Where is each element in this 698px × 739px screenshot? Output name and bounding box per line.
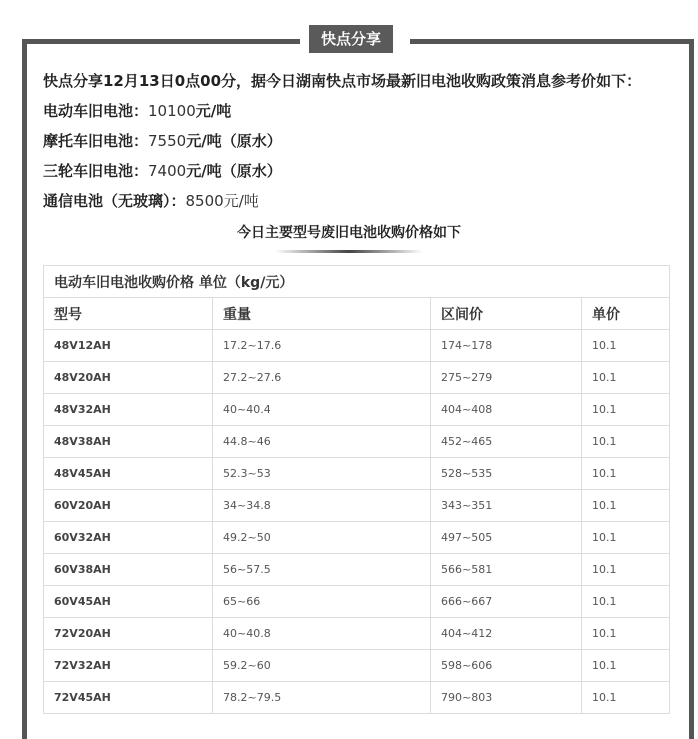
cell-model: 72V20AH [44, 618, 213, 650]
cell-price-range: 404~412 [431, 618, 582, 650]
cell-unit-price: 10.1 [582, 586, 670, 618]
price-label: 摩托车旧电池： [43, 132, 149, 150]
cell-unit-price: 10.1 [582, 522, 670, 554]
subtitle-underline [275, 250, 423, 253]
price-line-motorcycle [43, 126, 683, 156]
price-line-tricycle [43, 156, 683, 186]
cell-model: 60V38AH [44, 554, 213, 586]
cell-price-range: 666~667 [431, 586, 582, 618]
price-value: 8500 [185, 192, 224, 210]
cell-weight: 34~34.8 [213, 490, 431, 522]
cell-model: 72V45AH [44, 682, 213, 714]
cell-weight: 59.2~60 [213, 650, 431, 682]
table-row [44, 522, 670, 554]
price-value: 10100 [148, 102, 196, 120]
cell-price-range: 343~351 [431, 490, 582, 522]
cell-weight: 65~66 [213, 586, 431, 618]
cell-unit-price: 10.1 [582, 682, 670, 714]
cell-model: 60V20AH [44, 490, 213, 522]
cell-price-range: 598~606 [431, 650, 582, 682]
cell-unit-price: 10.1 [582, 330, 670, 362]
price-unit: 元/吨 [186, 162, 222, 180]
cell-unit-price: 10.1 [582, 650, 670, 682]
cell-weight: 78.2~79.5 [213, 682, 431, 714]
header-unit-price: 单价 [582, 298, 670, 330]
section-badge: 快点分享 [309, 25, 393, 53]
price-line-ebike [43, 96, 683, 126]
table-row [44, 426, 670, 458]
cell-unit-price: 10.1 [582, 394, 670, 426]
cell-weight: 40~40.4 [213, 394, 431, 426]
cell-weight: 27.2~27.6 [213, 362, 431, 394]
table-row [44, 458, 670, 490]
cell-price-range: 404~408 [431, 394, 582, 426]
table-row [44, 394, 670, 426]
cell-model: 48V32AH [44, 394, 213, 426]
price-note: （原水） [221, 132, 282, 150]
cell-price-range: 528~535 [431, 458, 582, 490]
cell-price-range: 275~279 [431, 362, 582, 394]
cell-weight: 44.8~46 [213, 426, 431, 458]
price-value: 7550 [148, 132, 187, 150]
cell-model: 60V32AH [44, 522, 213, 554]
cell-unit-price: 10.1 [582, 426, 670, 458]
cell-model: 48V12AH [44, 330, 213, 362]
table-row [44, 330, 670, 362]
price-table [43, 265, 670, 714]
cell-price-range: 497~505 [431, 522, 582, 554]
cell-unit-price: 10.1 [582, 490, 670, 522]
cell-unit-price: 10.1 [582, 554, 670, 586]
header-price-range: 区间价 [431, 298, 582, 330]
table-row [44, 586, 670, 618]
table-row [44, 554, 670, 586]
cell-price-range: 452~465 [431, 426, 582, 458]
table-row [44, 490, 670, 522]
price-summary [43, 66, 683, 216]
cell-price-range: 790~803 [431, 682, 582, 714]
price-unit: 元/吨 [186, 132, 222, 150]
cell-price-range: 174~178 [431, 330, 582, 362]
cell-unit-price: 10.1 [582, 618, 670, 650]
cell-weight: 17.2~17.6 [213, 330, 431, 362]
header-model: 型号 [44, 298, 213, 330]
table-row [44, 618, 670, 650]
table-row [44, 682, 670, 714]
cell-model: 48V20AH [44, 362, 213, 394]
cell-price-range: 566~581 [431, 554, 582, 586]
price-label: 电动车旧电池： [43, 102, 149, 120]
cell-unit-price: 10.1 [582, 362, 670, 394]
price-line-telecom [43, 186, 683, 216]
intro-text: 快点分享12月13日0点00分，据今日湖南快点市场最新旧电池收购政策消息参考价如下： [43, 72, 642, 90]
price-unit: 元/吨 [223, 192, 259, 210]
table-row [44, 650, 670, 682]
table-caption: 电动车旧电池收购价格 单位（kg/元） [44, 266, 670, 298]
cell-unit-price: 10.1 [582, 458, 670, 490]
cell-model: 48V38AH [44, 426, 213, 458]
price-label: 通信电池（无玻璃）： [43, 192, 186, 210]
header-weight: 重量 [213, 298, 431, 330]
cell-weight: 40~40.8 [213, 618, 431, 650]
price-value: 7400 [148, 162, 187, 180]
cell-weight: 56~57.5 [213, 554, 431, 586]
cell-weight: 49.2~50 [213, 522, 431, 554]
cell-model: 48V45AH [44, 458, 213, 490]
cell-weight: 52.3~53 [213, 458, 431, 490]
price-note: （原水） [221, 162, 282, 180]
cell-model: 72V32AH [44, 650, 213, 682]
table-subtitle: 今日主要型号废旧电池收购价格如下 [237, 225, 461, 241]
table-row [44, 362, 670, 394]
cell-model: 60V45AH [44, 586, 213, 618]
price-unit: 元/吨 [195, 102, 232, 120]
price-label: 三轮车旧电池： [43, 162, 149, 180]
